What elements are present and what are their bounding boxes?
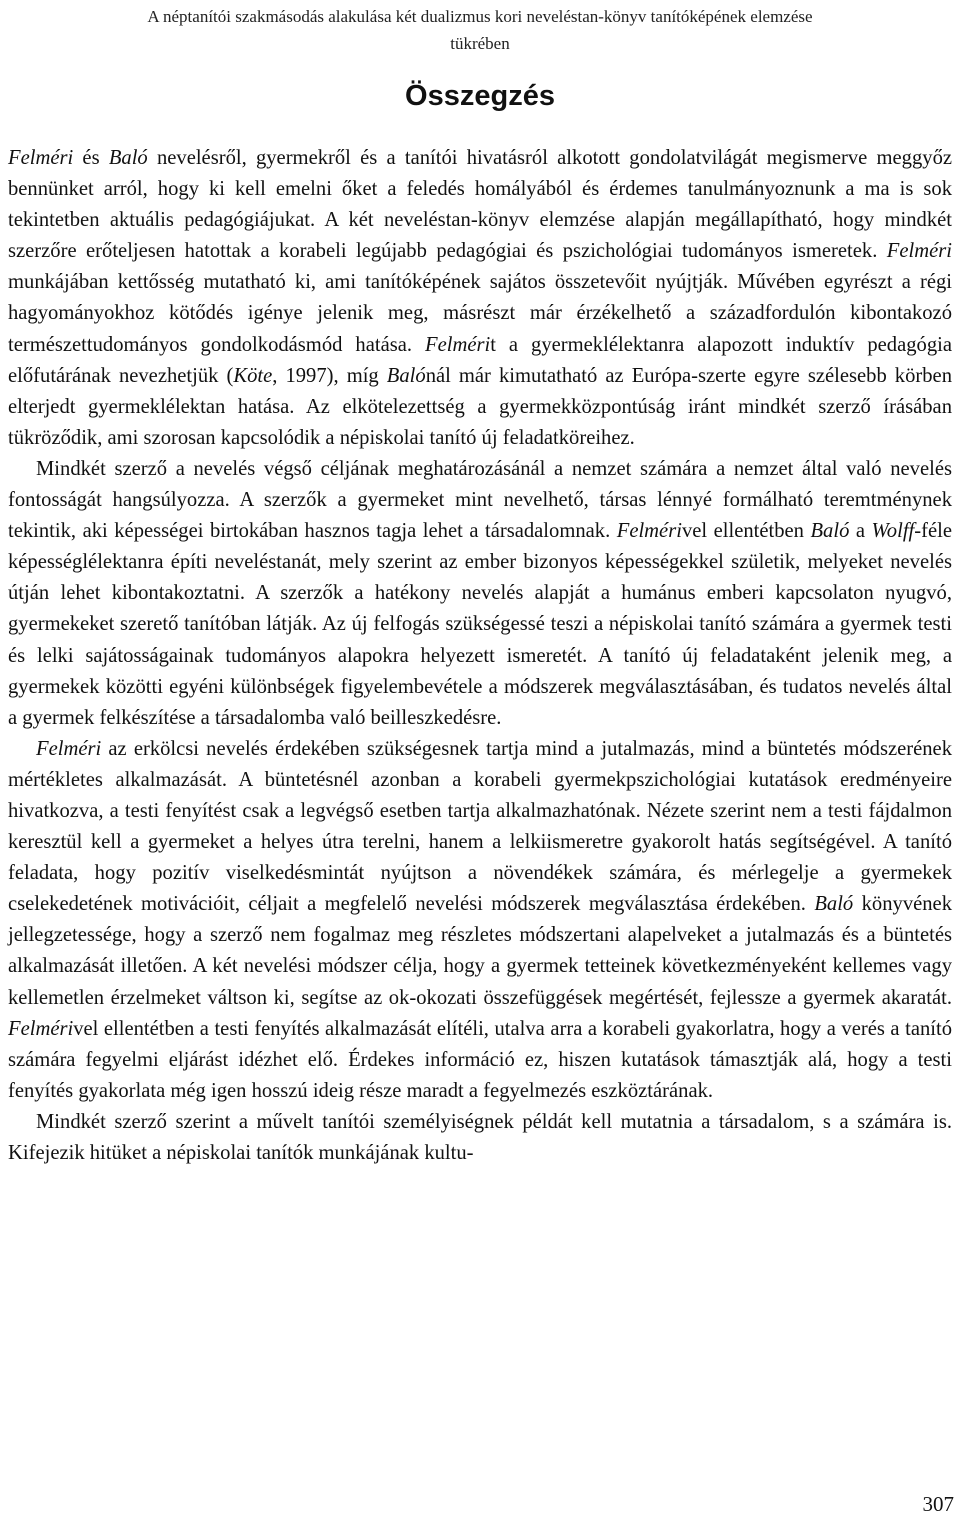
paragraph-4 [8, 1107, 952, 1169]
paragraph-3 [8, 734, 952, 1107]
body-text [8, 143, 952, 1169]
italic-name-text: Felméri [8, 147, 74, 169]
italic-name-text: Felméri [425, 333, 491, 356]
text-run: nál már kimutatható az Európa-szerte egyre szélesebb körben elterjedt gyermeklélektan hatása. Az elkötelezettség a gyermekközpontúság iránt mindkét szerző írásában tükröződik, ami szorosan kapcsolódik a népiskolai tanító új feladatköreihez. [8, 364, 952, 449]
italic-name-text: Baló [108, 147, 148, 169]
italic-name-text: Köte [233, 364, 273, 387]
italic-name-text: Wolff [871, 520, 915, 543]
running-header-line-2: tükrében [450, 34, 510, 53]
italic-name-text: Felméri [886, 240, 952, 263]
paragraph-2 [8, 454, 952, 734]
text-run: -féle képességlélektanra építi neveléstanát, mely szerint az ember bizonyos képességekkel születik, melyeket nevelés útján lehet kibontakoztatni. A szerzők a hatékony nevelés alapját a humánus emberi kapcsolaton nyugvó, gyermekeket szerető tanítóban látják. Az új felfogás szükségessé teszi a népiskolai tanító számára a gyermek testi és lelki sajátosságainak tudományos alapokra helyezett ismeretét. A tanító új feladataként jelenik meg, a gyermekek közötti egyéni különbségek figyelembevétele a módszerek megválasztásában, és tudatos nevelés által a gyermek felkészítése a társadalomba való beilleszkedésre. [8, 520, 952, 729]
text-run: munkájában kettősség mutatható ki, ami tanítóképének sajátos összetevőit nyújtják. Művében egyrészt a régi hagyományokhoz kötődés igénye jelenik meg, másrészt már érzékelhető a századfordulón kibontakozó természettudományos gondolkodásmód hatása. [8, 271, 952, 356]
italic-name-text: Felméri [616, 520, 682, 543]
italic-name-text: Baló [810, 520, 850, 543]
text-run: Mindkét szerző a nevelés végső céljának meghatározásánál a nemzet számára a nemzet által való nevelés fontosságát hangsúlyozza. A szerzők a gyermeket mint nevelhető, társas lénnyé formálható teremtménynek tekintik, aki képességei birtokában hasznos tagja lehet a társadalomnak. [8, 457, 952, 543]
running-header-line-1: A néptanítói szakmásodás alakulása két dualizmus kori neveléstan-könyv tanítóképének elemzése [147, 7, 813, 26]
text-run: , 1997), míg [272, 364, 387, 387]
paragraph-1 [8, 143, 952, 454]
running-header [8, 0, 952, 57]
italic-name-text: Baló [386, 364, 426, 387]
italic-name-text: Felméri [8, 1017, 74, 1040]
text-run: t a gyermeklélektanra alapozott induktív pedagógia előfutárának nevezhetjük ( [8, 333, 953, 387]
italic-name-text: Felméri [36, 737, 102, 760]
section-title: Összegzés [405, 80, 555, 112]
text-run: vel ellentétben a testi fenyítés alkalmazását elítéli, utalva arra a korabeli gyakorlatra, hogy a verés a tanító számára fegyelmi eljárást idézhet elő. Érdekes információ ez, hiszen kutatások támasztják alá, hogy a testi fenyítés gyakorlata még igen hosszú ideig része maradt a fegyelmezés eszköztárának. [8, 1017, 952, 1102]
text-run: nevelésről, gyermekről és a tanítói hivatásról alkotott gondolatvilágát megismerve meggyőz bennünket arról, hogy ki kell emelni őket a feledés homályából és érdemes tanulmányoznunk a ma is sok tekintetben aktuális pedagógiájukat. A két neveléstan-könyv elemzése alapján megállapítható, hogy mindkét szerzőre erőteljesen hatottak a korabeli legújabb pedagógiai és pszichológiai tudományos ismeretek. [8, 147, 953, 263]
italic-name-text: Baló [814, 893, 854, 916]
page-number: 307 [922, 1492, 954, 1516]
text-run: Mindkét szerző szerint a művelt tanítói személyiségnek példát kell mutatnia a társadalom, s a számára is. Kifejezik hitüket a népiskolai tanítók munkájának kultu- [8, 1110, 952, 1164]
text-run: vel ellentétben [681, 520, 811, 543]
text-run: könyvének jellegzetessége, hogy a szerző nem fogalmaz meg részletes módszertani alapelveket a jutalmazás és a büntetés alkalmazását illetően. A két nevelési módszer célja, hogy a gyermek tetteinek következményeként kellemes vagy kellemetlen érzelmeket váltson ki, segítse az ok-okozati összefüggések megértését, fejlessze a gyermek akaratát. [8, 893, 952, 1009]
text-run: és [73, 147, 109, 169]
text-run: a [849, 520, 872, 543]
text-run: az erkölcsi nevelés érdekében szükségesnek tartja mind a jutalmazás, mind a büntetés módszerének mértékletes alkalmazását. A büntetésnél azonban a korabeli gyermekpszichológiai kutatások eredményeire hivatkozva, a testi fenyítést csak a legvégső esetben tartja alkalmazhatónak. Nézete szerint nem a testi fájdalmon keresztül kell a gyermeket a helyes útra terelni, hanem a lelkiismeretre gyakorolt hatás segítségével. A tanító feladata, hogy pozitív viselkedésmintát nyújtson a növendékek számára, és mérlegelje a gyermekek cselekedetének motivációit, céljait a megfelelő nevelési módszerek megválasztása érdekében. [8, 737, 952, 916]
